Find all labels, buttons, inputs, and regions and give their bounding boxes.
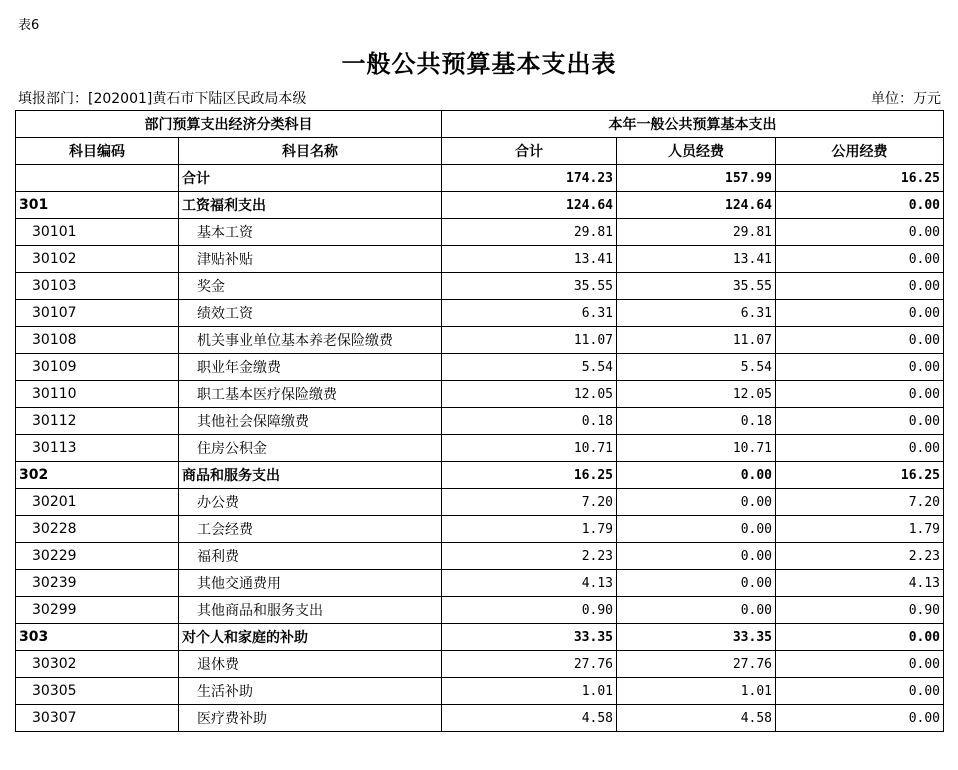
table-row: [16, 597, 944, 624]
header-economic-category: 部门预算支出经济分类科目: [16, 111, 442, 138]
cell-code: 30229: [16, 543, 179, 570]
cell-code: 30302: [16, 651, 179, 678]
cell-name: 商品和服务支出: [179, 462, 442, 489]
cell-total: 1.01: [442, 678, 617, 705]
cell-total: 10.71: [442, 435, 617, 462]
table-row: [16, 516, 944, 543]
cell-code: 30108: [16, 327, 179, 354]
cell-public: 4.13: [776, 570, 944, 597]
cell-name: 生活补助: [179, 678, 442, 705]
cell-name: 基本工资: [179, 219, 442, 246]
header-code: 科目编码: [16, 138, 179, 165]
cell-personnel: 5.54: [617, 354, 776, 381]
cell-public: 0.00: [776, 354, 944, 381]
cell-name: 退休费: [179, 651, 442, 678]
cell-public: 0.00: [776, 246, 944, 273]
cell-personnel: 11.07: [617, 327, 776, 354]
cell-code: 30305: [16, 678, 179, 705]
department-value: [202001]黄石市下陆区民政局本级: [88, 91, 307, 107]
cell-code: 30307: [16, 705, 179, 732]
cell-code: 301: [16, 192, 179, 219]
cell-personnel: 0.00: [617, 543, 776, 570]
cell-name: 工会经费: [179, 516, 442, 543]
cell-code: 303: [16, 624, 179, 651]
cell-personnel: 0.00: [617, 570, 776, 597]
table-row: [16, 678, 944, 705]
cell-public: 0.00: [776, 219, 944, 246]
cell-total: 4.13: [442, 570, 617, 597]
cell-total: 174.23: [442, 165, 617, 192]
cell-public: 0.00: [776, 192, 944, 219]
header-row-columns: [16, 138, 944, 165]
table-body: [16, 165, 944, 732]
cell-public: 16.25: [776, 462, 944, 489]
table-row: [16, 462, 944, 489]
cell-total: 11.07: [442, 327, 617, 354]
cell-public: 0.00: [776, 705, 944, 732]
cell-code: 30228: [16, 516, 179, 543]
cell-public: 0.00: [776, 651, 944, 678]
cell-total: 7.20: [442, 489, 617, 516]
table-row: [16, 219, 944, 246]
cell-code: 30299: [16, 597, 179, 624]
cell-total: 4.58: [442, 705, 617, 732]
header-public: 公用经费: [776, 138, 944, 165]
cell-code: 30113: [16, 435, 179, 462]
table-row: [16, 408, 944, 435]
cell-total: 12.05: [442, 381, 617, 408]
cell-total: 124.64: [442, 192, 617, 219]
table-row: [16, 381, 944, 408]
cell-personnel: 124.64: [617, 192, 776, 219]
cell-name: 合计: [179, 165, 442, 192]
cell-total: 35.55: [442, 273, 617, 300]
table-row: [16, 273, 944, 300]
cell-public: 0.00: [776, 678, 944, 705]
cell-name: 职业年金缴费: [179, 354, 442, 381]
table-row: [16, 570, 944, 597]
table-row: [16, 354, 944, 381]
table-row: [16, 165, 944, 192]
cell-public: 0.00: [776, 327, 944, 354]
cell-name: 职工基本医疗保险缴费: [179, 381, 442, 408]
cell-personnel: 35.55: [617, 273, 776, 300]
cell-public: 0.00: [776, 381, 944, 408]
cell-code: 30102: [16, 246, 179, 273]
cell-personnel: 29.81: [617, 219, 776, 246]
cell-personnel: 0.00: [617, 489, 776, 516]
cell-total: 0.18: [442, 408, 617, 435]
header-name: 科目名称: [179, 138, 442, 165]
cell-public: 1.79: [776, 516, 944, 543]
table-row: [16, 489, 944, 516]
cell-name: 其他商品和服务支出: [179, 597, 442, 624]
cell-personnel: 4.58: [617, 705, 776, 732]
header-row-group: [16, 111, 944, 138]
cell-public: 0.00: [776, 273, 944, 300]
cell-personnel: 27.76: [617, 651, 776, 678]
cell-public: 7.20: [776, 489, 944, 516]
header-basic-expenditure: 本年一般公共预算基本支出: [442, 111, 944, 138]
page-title: 一般公共预算基本支出表: [341, 49, 617, 78]
cell-total: 5.54: [442, 354, 617, 381]
cell-personnel: 33.35: [617, 624, 776, 651]
cell-personnel: 157.99: [617, 165, 776, 192]
cell-name: 绩效工资: [179, 300, 442, 327]
cell-name: 机关事业单位基本养老保险缴费: [179, 327, 442, 354]
cell-name: 其他交通费用: [179, 570, 442, 597]
cell-total: 6.31: [442, 300, 617, 327]
cell-code: 30107: [16, 300, 179, 327]
unit-label: 单位：万元: [871, 91, 941, 107]
cell-total: 1.79: [442, 516, 617, 543]
cell-name: 其他社会保障缴费: [179, 408, 442, 435]
table-row: [16, 327, 944, 354]
cell-code: 30101: [16, 219, 179, 246]
cell-personnel: 0.00: [617, 597, 776, 624]
cell-name: 对个人和家庭的补助: [179, 624, 442, 651]
cell-code: [16, 165, 179, 192]
cell-total: 0.90: [442, 597, 617, 624]
cell-name: 津贴补贴: [179, 246, 442, 273]
cell-personnel: 12.05: [617, 381, 776, 408]
budget-table: [15, 110, 944, 732]
table-row: [16, 192, 944, 219]
cell-public: 0.00: [776, 435, 944, 462]
department-info: [18, 88, 306, 108]
table-row: [16, 651, 944, 678]
cell-public: 2.23: [776, 543, 944, 570]
table-row: [16, 705, 944, 732]
cell-total: 33.35: [442, 624, 617, 651]
cell-code: 30109: [16, 354, 179, 381]
table-row: [16, 543, 944, 570]
cell-name: 医疗费补助: [179, 705, 442, 732]
cell-personnel: 6.31: [617, 300, 776, 327]
table-row: [16, 246, 944, 273]
table-row: [16, 624, 944, 651]
cell-personnel: 0.00: [617, 462, 776, 489]
cell-personnel: 0.18: [617, 408, 776, 435]
cell-public: 0.90: [776, 597, 944, 624]
cell-total: 2.23: [442, 543, 617, 570]
cell-personnel: 0.00: [617, 516, 776, 543]
cell-public: 0.00: [776, 300, 944, 327]
cell-code: 30201: [16, 489, 179, 516]
cell-code: 30103: [16, 273, 179, 300]
table-row: [16, 435, 944, 462]
cell-total: 29.81: [442, 219, 617, 246]
cell-code: 302: [16, 462, 179, 489]
header-personnel: 人员经费: [617, 138, 776, 165]
cell-name: 办公费: [179, 489, 442, 516]
cell-code: 30110: [16, 381, 179, 408]
cell-code: 30112: [16, 408, 179, 435]
cell-total: 27.76: [442, 651, 617, 678]
cell-personnel: 1.01: [617, 678, 776, 705]
cell-name: 工资福利支出: [179, 192, 442, 219]
cell-name: 住房公积金: [179, 435, 442, 462]
cell-personnel: 13.41: [617, 246, 776, 273]
cell-public: 16.25: [776, 165, 944, 192]
cell-code: 30239: [16, 570, 179, 597]
header-total: 合计: [442, 138, 617, 165]
cell-total: 13.41: [442, 246, 617, 273]
cell-name: 奖金: [179, 273, 442, 300]
cell-name: 福利费: [179, 543, 442, 570]
cell-public: 0.00: [776, 408, 944, 435]
cell-total: 16.25: [442, 462, 617, 489]
cell-public: 0.00: [776, 624, 944, 651]
table-number: 表6: [18, 18, 40, 33]
cell-personnel: 10.71: [617, 435, 776, 462]
table-row: [16, 300, 944, 327]
department-label: 填报部门：: [18, 91, 88, 107]
